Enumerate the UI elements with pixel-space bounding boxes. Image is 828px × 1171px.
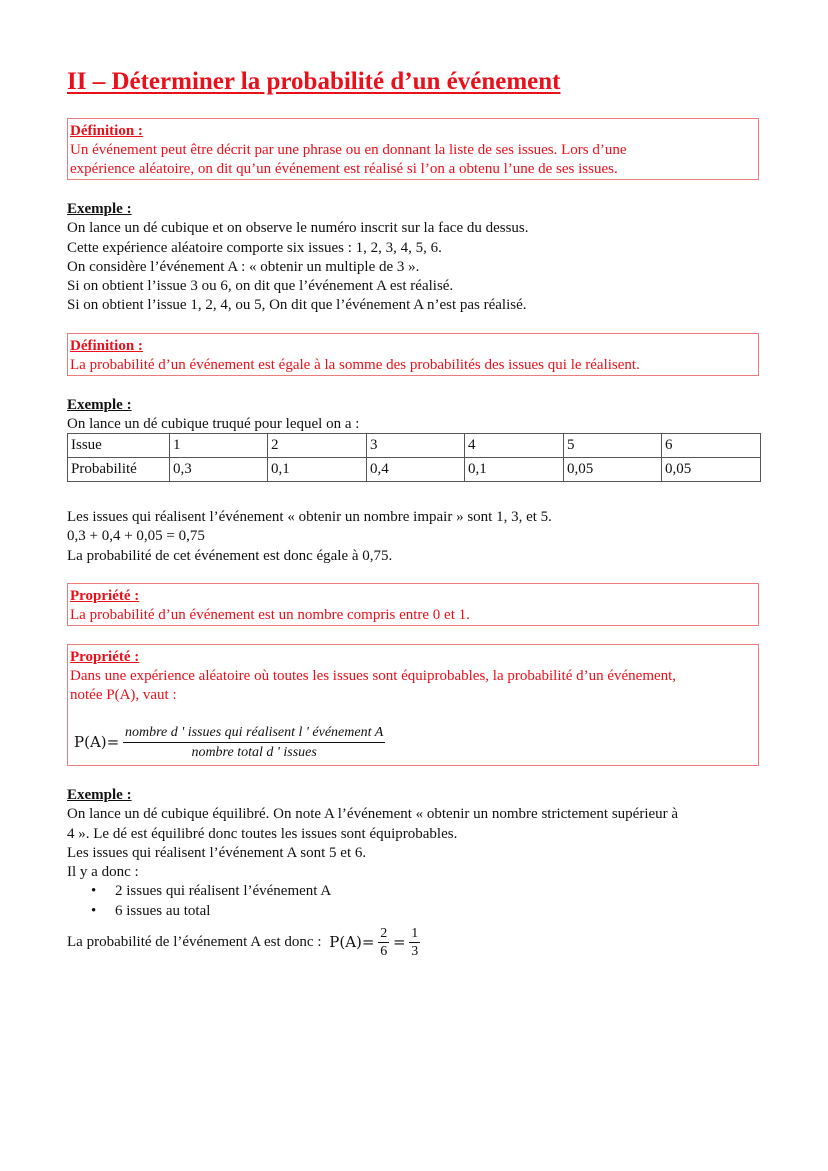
- table-cell: 0,3: [170, 458, 268, 482]
- result-lhs: P(A)=: [329, 932, 375, 951]
- example-line: Les issues qui réalisent l’événement « obtenir un nombre impair » sont 1, 3, et 5.: [67, 509, 552, 525]
- example-heading: Exemple :: [67, 787, 132, 803]
- equals-sign: =: [392, 932, 406, 951]
- example-line: On considère l’événement A : « obtenir un multiple de 3 ».: [67, 258, 420, 275]
- table-row: [68, 434, 761, 458]
- table-cell: 1: [170, 434, 268, 458]
- table-cell: 0,1: [268, 458, 367, 482]
- example-heading: Exemple :: [67, 201, 132, 217]
- list-item: • 2 issues qui réalisent l’événement A: [115, 882, 761, 901]
- table-cell: 2: [268, 434, 367, 458]
- formula-fraction: [123, 723, 385, 762]
- example-line: On lance un dé cubique équilibré. On note A l’événement « obtenir un nombre strictement supérieur à: [67, 806, 679, 823]
- definition-heading: Définition :: [70, 123, 143, 139]
- example-line: Il y a donc :: [67, 864, 139, 881]
- example-heading: Exemple :: [67, 397, 132, 413]
- property-line: notée P(A), vaut :: [70, 687, 177, 703]
- property-box-1: [67, 583, 759, 626]
- definition-box-2: [67, 333, 759, 376]
- example-block-1: [67, 200, 761, 316]
- table-cell: 0,4: [367, 458, 465, 482]
- example-2-conclusion: [67, 508, 761, 566]
- table-cell: 5: [564, 434, 662, 458]
- property-heading: Propriété :: [70, 588, 140, 604]
- example-block-3: [67, 786, 761, 960]
- example-line: Cette expérience aléatoire comporte six issues : 1, 2, 3, 4, 5, 6.: [67, 239, 442, 256]
- example-line: Si on obtient l’issue 3 ou 6, on dit que l’événement A est réalisé.: [67, 278, 454, 295]
- example-line: 0,3 + 0,4 + 0,05 = 0,75: [67, 528, 205, 545]
- property-line: Dans une expérience aléatoire où toutes les issues sont équiprobables, la probabilité d’un événement,: [70, 668, 677, 684]
- example-line: On lance un dé cubique truqué pour lequel on a :: [67, 416, 360, 433]
- property-heading: Propriété :: [70, 649, 140, 665]
- example-line: La probabilité de cet événement est donc égale à 0,75.: [67, 547, 393, 564]
- example-line: Les issues qui réalisent l’événement A sont 5 et 6.: [67, 844, 367, 861]
- table-cell: 0,05: [662, 458, 761, 482]
- formula-denominator: nombre total d ' issues: [191, 745, 317, 760]
- fraction-denominator: 6: [380, 944, 388, 960]
- definition-heading: Définition :: [70, 338, 143, 354]
- fraction-denominator: 3: [411, 944, 419, 960]
- table-cell: 0,1: [465, 458, 564, 482]
- fraction-numerator: 1: [411, 926, 419, 942]
- example-line: Si on obtient l’issue 1, 2, 4, ou 5, On dit que l’événement A n’est pas réalisé.: [67, 297, 527, 314]
- definition-box-1: [67, 118, 759, 180]
- definition-line: La probabilité d’un événement est égale à la somme des probabilités des issues qui le réalisent.: [70, 357, 640, 373]
- fraction-numerator: 2: [380, 926, 388, 942]
- definition-line: expérience aléatoire, on dit qu’un événement est réalisé si l’on a obtenu l’une de ses issues.: [70, 161, 618, 177]
- example-line: On lance un dé cubique et on observe le numéro inscrit sur la face du dessus.: [67, 220, 529, 237]
- table-cell: Issue: [68, 434, 170, 458]
- result-fraction-2: [409, 925, 420, 960]
- example-3-result: [67, 925, 761, 960]
- table-cell: Probabilité: [68, 458, 170, 482]
- property-line: La probabilité d’un événement est un nombre compris entre 0 et 1.: [70, 607, 470, 623]
- definition-line: Un événement peut être décrit par une phrase ou en donnant la liste de ses issues. Lors d’une: [70, 142, 627, 158]
- table-cell: 0,05: [564, 458, 662, 482]
- probability-table: [67, 433, 761, 482]
- table-cell: 4: [465, 434, 564, 458]
- list-item: • 6 issues au total: [115, 902, 761, 921]
- probability-formula: [74, 723, 756, 762]
- result-fraction-1: [378, 925, 389, 960]
- table-cell: 3: [367, 434, 465, 458]
- table-row: [68, 458, 761, 482]
- formula-numerator: nombre d ' issues qui réalisent l ' événement A: [123, 723, 385, 743]
- property-box-2: [67, 644, 759, 766]
- result-text: La probabilité de l’événement A est donc :: [67, 933, 322, 950]
- section-title: II – Déterminer la probabilité d’un événement: [67, 68, 561, 95]
- example-block-2: [67, 396, 761, 435]
- example-line: 4 ». Le dé est équilibré donc toutes les issues sont équiprobables.: [67, 825, 458, 842]
- table-cell: 6: [662, 434, 761, 458]
- bullet-list: [67, 882, 761, 921]
- formula-lhs: P(A)=: [74, 733, 120, 751]
